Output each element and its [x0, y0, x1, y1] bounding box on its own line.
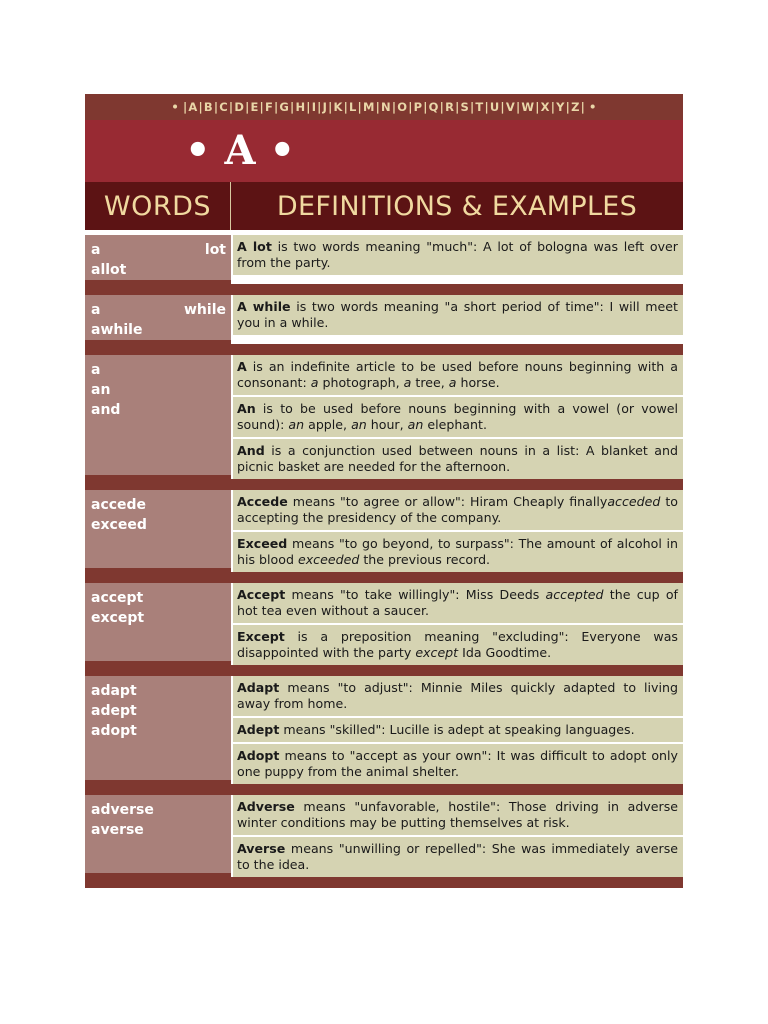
definitions-cell	[233, 235, 683, 284]
alphabet-letter-m[interactable]: M	[362, 100, 375, 114]
emphasis: a	[310, 375, 319, 390]
definition	[233, 676, 683, 716]
word: while	[184, 302, 226, 318]
emphasis: acceded	[607, 494, 661, 509]
alphabet-letter-s[interactable]: S	[460, 100, 470, 114]
alphabet-letter-r[interactable]: R	[445, 100, 455, 114]
alphabet-letter-f[interactable]: F	[264, 100, 273, 114]
text: is a preposition meaning "excluding": Everyone was disappointed with the party	[237, 629, 678, 660]
alphabet-letter-d[interactable]: D	[234, 100, 245, 114]
definition	[233, 397, 683, 437]
word-line	[91, 320, 226, 340]
text: is a conjunction used between nouns in a list: A blanket and picnic basket are needed for the afternoon.	[237, 443, 678, 474]
text: means "to go beyond, to surpass": The amount of alcohol in his blood	[237, 536, 678, 567]
entry-group	[85, 676, 683, 784]
word: and	[91, 402, 121, 418]
separator: |	[357, 100, 362, 114]
bullet-icon: •	[171, 100, 179, 114]
separator: |	[484, 100, 489, 114]
separator: |	[245, 100, 250, 114]
alphabet-letter-g[interactable]: G	[279, 100, 290, 114]
text: elephant.	[423, 417, 487, 432]
word: accede	[91, 497, 147, 513]
alphabet-letter-t[interactable]: T	[475, 100, 484, 114]
word-line	[91, 400, 226, 420]
term: Adept	[237, 722, 280, 737]
entries	[85, 230, 683, 888]
text: the previous record.	[359, 552, 491, 567]
term: A	[237, 359, 247, 374]
word: a	[91, 242, 101, 258]
separator: |	[182, 100, 188, 114]
text: is an indefinite article to be used before nouns beginning with a consonant:	[237, 359, 678, 390]
text: tree,	[411, 375, 449, 390]
emphasis: a	[448, 375, 457, 390]
word: lot	[204, 242, 226, 258]
emphasis: an	[351, 417, 367, 432]
word: adverse	[91, 802, 154, 818]
text: is to be used before nouns beginning with a vowel (or vowel sound):	[237, 401, 678, 432]
term: A lot	[237, 239, 272, 254]
definition	[233, 235, 683, 275]
word-line	[91, 701, 226, 721]
word-line	[91, 608, 226, 628]
text: is two words meaning "much": A lot of bologna was left over from the party.	[237, 239, 678, 270]
definition	[233, 837, 683, 877]
word: adept	[91, 703, 137, 719]
text: photograph,	[318, 375, 404, 390]
text: means to "accept as your own": It was difficult to adopt only one puppy from the animal shelter.	[237, 748, 678, 779]
definitions-cell	[233, 583, 683, 665]
emphasis: exceeded	[297, 552, 360, 567]
words-cell	[85, 295, 231, 344]
letter-heading: • A •	[185, 127, 296, 174]
text: means "to adjust": Minnie Miles quickly adapted to living away from home.	[237, 680, 678, 711]
definition	[233, 439, 683, 479]
text: Ida Goodtime.	[458, 645, 552, 660]
emphasis: accepted	[545, 587, 604, 602]
group-divider	[85, 284, 683, 295]
text: apple,	[304, 417, 352, 432]
word-line	[91, 360, 226, 380]
text: hour,	[366, 417, 408, 432]
word-line	[91, 820, 226, 840]
separator: |	[391, 100, 397, 114]
term: Accede	[237, 494, 288, 509]
alphabet-letter-i[interactable]: I	[311, 100, 317, 114]
words-cell	[85, 490, 231, 572]
definition	[233, 295, 683, 335]
alphabet-letter-v[interactable]: V	[505, 100, 515, 114]
emphasis: a	[403, 375, 412, 390]
group-divider	[85, 665, 683, 676]
word-line	[91, 515, 226, 535]
entry-group	[85, 235, 683, 284]
alphabet-letter-a[interactable]: A	[188, 100, 198, 114]
text: horse.	[456, 375, 500, 390]
group-divider	[85, 877, 683, 888]
alphabet-letter-p[interactable]: P	[413, 100, 423, 114]
emphasis: an	[288, 417, 305, 432]
alphabet-letter-o[interactable]: O	[397, 100, 408, 114]
separator: |	[213, 100, 219, 114]
word: exceed	[91, 517, 147, 533]
alphabet-letter-w[interactable]: W	[521, 100, 535, 114]
separator: |	[500, 100, 505, 114]
alphabet-letter-e[interactable]: E	[250, 100, 259, 114]
separator: |	[580, 100, 586, 114]
word: averse	[91, 822, 144, 838]
separator: |	[317, 100, 322, 114]
alphabet-letter-n[interactable]: N	[381, 100, 391, 114]
separator: |	[470, 100, 475, 114]
word: except	[91, 610, 145, 626]
term: Exceed	[237, 536, 288, 551]
alphabet-letter-u[interactable]: U	[489, 100, 500, 114]
entry-group	[85, 295, 683, 344]
separator: |	[408, 100, 413, 114]
text: means "unwilling or repelled": She was immediately averse to the idea.	[237, 841, 678, 872]
word-line	[91, 800, 226, 820]
term: And	[237, 443, 265, 458]
definition	[233, 625, 683, 665]
entry-group	[85, 355, 683, 479]
text: the cup of hot tea even without a saucer.	[237, 587, 678, 618]
entry-group	[85, 490, 683, 572]
word: allot	[91, 262, 127, 278]
alphabet-letter-k[interactable]: K	[333, 100, 343, 114]
word-line	[91, 588, 226, 608]
words-cell	[85, 235, 231, 284]
separator: |	[375, 100, 380, 114]
definition	[233, 355, 683, 395]
word: an	[91, 382, 111, 398]
group-divider	[85, 344, 683, 355]
entry-group	[85, 583, 683, 665]
text: means "to agree or allow": Hiram Cheaply finally	[287, 494, 608, 509]
words-cell	[85, 676, 231, 784]
definition	[233, 744, 683, 784]
separator: |	[228, 100, 234, 114]
words-cell	[85, 583, 231, 665]
word-line	[91, 260, 226, 280]
text: to accepting the presidency of the company.	[237, 494, 678, 525]
alphabet-letter-j[interactable]: J	[322, 100, 328, 114]
separator: |	[328, 100, 333, 114]
term: Averse	[237, 841, 286, 856]
definition	[233, 532, 683, 572]
term: Except	[237, 629, 285, 644]
text: means "skilled": Lucille is adept at speaking languages.	[279, 722, 635, 737]
term: An	[237, 401, 256, 416]
separator: |	[535, 100, 540, 114]
group-divider	[85, 784, 683, 795]
word: awhile	[91, 322, 143, 338]
letter-banner	[85, 120, 683, 182]
entry-group	[85, 795, 683, 877]
definitions-cell	[233, 295, 683, 344]
separator: |	[306, 100, 311, 114]
definition	[233, 718, 683, 742]
separator: |	[439, 100, 445, 114]
emphasis: an	[407, 417, 424, 432]
word-line	[91, 721, 226, 741]
word-line	[91, 495, 226, 515]
word-line	[91, 240, 226, 260]
separator: |	[515, 100, 521, 114]
words-cell	[85, 355, 231, 479]
column-headers	[85, 182, 683, 230]
definitions-cell	[233, 490, 683, 572]
glossary-page	[85, 94, 683, 888]
definition	[233, 490, 683, 530]
separator: |	[455, 100, 460, 114]
separator: |	[423, 100, 428, 114]
word-line	[91, 380, 226, 400]
term: Adverse	[237, 799, 295, 814]
group-divider	[85, 479, 683, 490]
alphabet-letter-h[interactable]: H	[295, 100, 306, 114]
definition	[233, 583, 683, 623]
term: Adapt	[237, 680, 280, 695]
alphabet-nav	[85, 94, 683, 120]
separator: |	[550, 100, 556, 114]
text: is two words meaning "a short period of time": I will meet you in a while.	[237, 299, 678, 330]
word: a	[91, 362, 101, 378]
word-line	[91, 300, 226, 320]
separator: |	[290, 100, 295, 114]
alphabet-letter-x[interactable]: X	[540, 100, 550, 114]
term: A while	[237, 299, 291, 314]
alphabet-letter-b[interactable]: B	[203, 100, 213, 114]
separator: |	[565, 100, 571, 114]
separator: |	[343, 100, 348, 114]
word: a	[91, 302, 101, 318]
term: Accept	[237, 587, 286, 602]
term: Adopt	[237, 748, 280, 763]
word-line	[91, 681, 226, 701]
text: means "to take willingly": Miss Deeds	[285, 587, 546, 602]
text: means "unfavorable, hostile": Those driving in adverse winter conditions may be putting themselves at risk.	[237, 799, 678, 830]
definitions-cell	[233, 676, 683, 784]
alphabet-letter-y[interactable]: Y	[556, 100, 565, 114]
separator: |	[274, 100, 279, 114]
word: adopt	[91, 723, 137, 739]
separator: |	[198, 100, 203, 114]
words-header: WORDS	[85, 182, 231, 230]
separator: |	[259, 100, 264, 114]
definition	[233, 795, 683, 835]
bullet-icon: •	[589, 100, 597, 114]
definitions-cell	[233, 355, 683, 479]
alphabet-letter-l[interactable]: L	[349, 100, 357, 114]
emphasis: except	[415, 645, 459, 660]
word: adapt	[91, 683, 137, 699]
alphabet-letter-q[interactable]: Q	[428, 100, 439, 114]
alphabet-letter-c[interactable]: C	[219, 100, 228, 114]
alphabet-letter-z[interactable]: Z	[571, 100, 580, 114]
words-cell	[85, 795, 231, 877]
word: accept	[91, 590, 144, 606]
definitions-header: DEFINITIONS & EXAMPLES	[276, 190, 638, 222]
group-divider	[85, 572, 683, 583]
definitions-cell	[233, 795, 683, 877]
